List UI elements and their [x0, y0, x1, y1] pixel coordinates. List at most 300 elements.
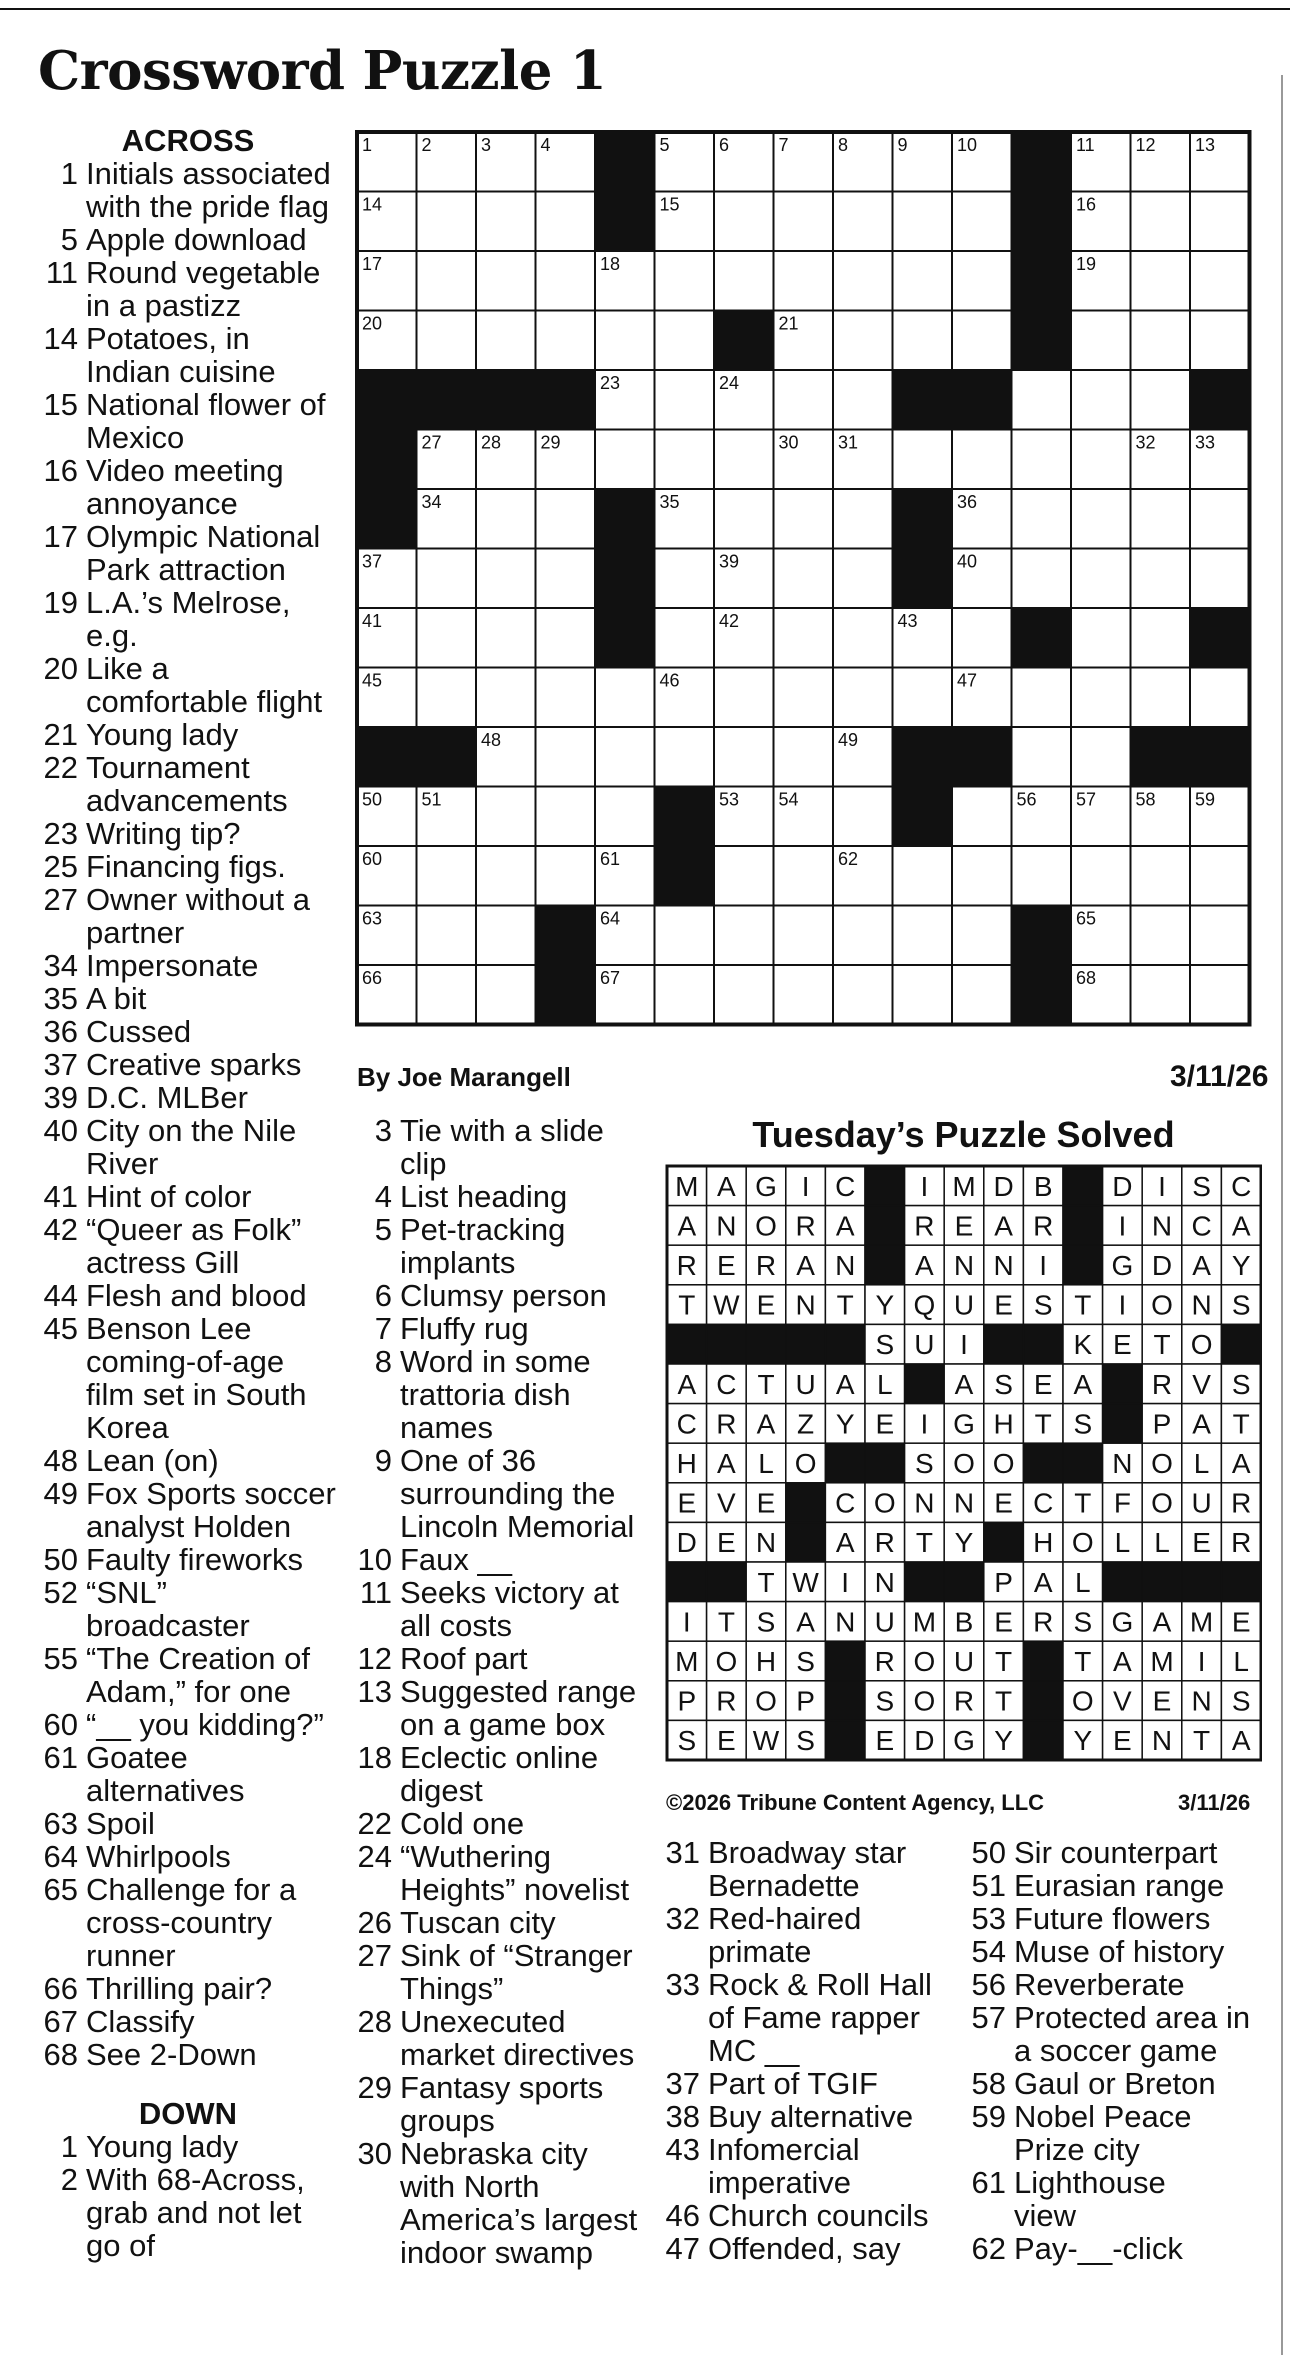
- grid-cell[interactable]: [833, 192, 893, 252]
- solution-letter: N: [1191, 1289, 1212, 1321]
- solution-letter: R: [755, 1250, 777, 1281]
- grid-cell[interactable]: [476, 311, 536, 371]
- grid-cell[interactable]: [1071, 370, 1131, 430]
- grid-cell[interactable]: [1012, 370, 1072, 430]
- solution-letter: R: [1033, 1210, 1054, 1242]
- grid-cell[interactable]: [774, 727, 834, 787]
- grid-cell[interactable]: [952, 430, 1012, 490]
- grid-cell[interactable]: [714, 192, 774, 252]
- grid-cell[interactable]: [1012, 846, 1072, 906]
- grid-cell[interactable]: [655, 370, 715, 430]
- clue-continuation: [38, 487, 358, 520]
- clue-24: [352, 1840, 652, 1873]
- cell-number: 34: [421, 492, 442, 512]
- grid-cell[interactable]: [774, 668, 834, 728]
- grid-cell[interactable]: [714, 727, 774, 787]
- solution-letter: P: [994, 1566, 1013, 1598]
- grid-cell[interactable]: [833, 311, 893, 371]
- solution-letter: A: [677, 1368, 697, 1400]
- clue-text: Writing tip?: [86, 816, 241, 851]
- grid-cell[interactable]: [714, 251, 774, 311]
- grid-cell[interactable]: [476, 965, 536, 1025]
- cell-number: 50: [362, 789, 383, 810]
- grid-cell[interactable]: [1071, 846, 1131, 906]
- clue-text: Whirlpools: [86, 1839, 231, 1874]
- solution-letter: O: [794, 1448, 817, 1479]
- cell-number: 15: [659, 194, 680, 215]
- clue-number: 42: [43, 1212, 78, 1247]
- grid-cell[interactable]: [714, 489, 774, 549]
- grid-cell[interactable]: [476, 668, 536, 728]
- grid-cell[interactable]: [417, 192, 477, 252]
- cell-number: 3: [481, 135, 492, 155]
- clue-text: Fantasy sports: [400, 2070, 604, 2105]
- grid-cell[interactable]: [417, 251, 477, 311]
- clue-number: 65: [43, 1872, 78, 1907]
- grid-cell[interactable]: [476, 846, 536, 906]
- solution-letter: L: [1075, 1566, 1091, 1598]
- grid-cell[interactable]: [417, 906, 477, 966]
- grid-cell[interactable]: [655, 251, 715, 311]
- cell-number: 53: [719, 789, 740, 810]
- clue-text: One of 36: [400, 1443, 537, 1478]
- grid-cell[interactable]: [1071, 311, 1131, 371]
- right-rule: [1281, 75, 1283, 2355]
- grid-cell[interactable]: [774, 906, 834, 966]
- clue-text: Offended, say: [708, 2231, 901, 2266]
- grid-cell[interactable]: [774, 549, 834, 609]
- grid-cell[interactable]: [774, 965, 834, 1025]
- copyright: ©2026 Tribune Content Agency, LLC: [666, 1790, 1045, 1815]
- grid-cell[interactable]: [714, 430, 774, 490]
- clue-continuation: [352, 2236, 652, 2269]
- grid-cell[interactable]: [1190, 846, 1250, 906]
- top-rule: [0, 8, 1290, 10]
- solution-letter: A: [1231, 1210, 1251, 1242]
- grid-cell[interactable]: [714, 668, 774, 728]
- grid-cell[interactable]: [1190, 549, 1250, 609]
- clue-18: [352, 1741, 652, 1774]
- clue-continuation: [38, 421, 358, 454]
- grid-cell[interactable]: [952, 608, 1012, 668]
- solution-letter: R: [716, 1408, 737, 1440]
- grid-cell[interactable]: [1190, 192, 1250, 252]
- solution-letter: T: [995, 1685, 1013, 1717]
- black-square: [1190, 727, 1250, 787]
- grid-cell[interactable]: [476, 608, 536, 668]
- grid-cell[interactable]: [655, 311, 715, 371]
- grid-cell[interactable]: [774, 251, 834, 311]
- grid-cell[interactable]: [655, 965, 715, 1025]
- grid-cell[interactable]: [595, 727, 655, 787]
- grid-cell[interactable]: [1012, 668, 1072, 728]
- solution-letter: E: [717, 1527, 736, 1559]
- solution-letter: C: [676, 1408, 697, 1440]
- clue-number: 48: [43, 1443, 78, 1478]
- black-square: [1012, 965, 1072, 1025]
- clue-number: 33: [665, 1967, 700, 2002]
- solution-letter: A: [717, 1170, 736, 1202]
- clue-text: Potatoes, in: [86, 321, 250, 356]
- solution-letter: O: [1190, 1329, 1213, 1361]
- solution-black-square: [1221, 1562, 1261, 1602]
- grid-cell[interactable]: [536, 608, 596, 668]
- grid-cell[interactable]: [476, 192, 536, 252]
- grid-cell[interactable]: [1131, 192, 1191, 252]
- black-square: [536, 906, 596, 966]
- solution-letter: V: [1113, 1685, 1132, 1717]
- grid-cell[interactable]: [1071, 549, 1131, 609]
- clue-number: 58: [971, 2066, 1006, 2101]
- grid-cell[interactable]: [536, 489, 596, 549]
- grid-cell[interactable]: [476, 787, 536, 847]
- cell-number: 60: [362, 849, 383, 869]
- clue-text: comfortable flight: [86, 684, 323, 719]
- black-square: [1131, 727, 1191, 787]
- clue-number: 5: [374, 1212, 392, 1247]
- clue-5: [352, 1213, 652, 1246]
- grid-cell[interactable]: [1131, 370, 1191, 430]
- solution-letter: A: [954, 1368, 974, 1400]
- solution-letter: O: [992, 1448, 1015, 1479]
- grid-cell[interactable]: [774, 370, 834, 430]
- clue-continuation: [38, 1675, 358, 1708]
- cell-number: 66: [362, 968, 383, 988]
- solution-black-square: [1063, 1245, 1103, 1285]
- grid-cell[interactable]: [952, 311, 1012, 371]
- clue-number: 26: [357, 1905, 392, 1940]
- solution-letter: L: [1233, 1646, 1249, 1677]
- grid-cell[interactable]: [536, 727, 596, 787]
- cell-number: 56: [1016, 789, 1037, 810]
- grid-cell[interactable]: [655, 430, 715, 490]
- puzzle-date: 3/11/26: [1170, 1060, 1269, 1093]
- clue-number: 29: [357, 2070, 392, 2105]
- grid-cell[interactable]: [774, 608, 834, 668]
- solution-letter: I: [1197, 1646, 1206, 1677]
- solution-letter: N: [1112, 1448, 1133, 1479]
- grid-cell[interactable]: [833, 251, 893, 311]
- solution-letter: U: [874, 1606, 895, 1638]
- cell-number: 9: [897, 135, 908, 155]
- grid-cell[interactable]: [1190, 251, 1250, 311]
- solution-letter: I: [920, 1408, 929, 1440]
- grid-cell[interactable]: [893, 192, 953, 252]
- clue-number: 22: [357, 1806, 392, 1841]
- down-clues-col-3: [660, 1836, 960, 2265]
- grid-cell[interactable]: [952, 192, 1012, 252]
- solution-letter: I: [682, 1606, 691, 1638]
- grid-cell[interactable]: [1071, 727, 1131, 787]
- grid-cell[interactable]: [833, 906, 893, 966]
- solution-letter: C: [835, 1170, 856, 1202]
- grid-cell[interactable]: [417, 549, 477, 609]
- clue-text: alternatives: [86, 1773, 245, 1808]
- clue-number: 46: [665, 2198, 700, 2233]
- grid-cell[interactable]: [893, 668, 953, 728]
- clue-34: [38, 949, 358, 982]
- solution-letter: C: [1231, 1170, 1252, 1202]
- clue-text: indoor swamp: [400, 2235, 593, 2270]
- solution-letter: T: [1074, 1289, 1092, 1321]
- cell-number: 59: [1195, 789, 1216, 810]
- grid-cell[interactable]: [417, 846, 477, 906]
- clue-text: coming-of-age: [86, 1344, 285, 1379]
- grid-cell[interactable]: [1131, 965, 1191, 1025]
- grid-cell[interactable]: [952, 846, 1012, 906]
- solution-letter: Y: [1231, 1250, 1251, 1281]
- solution-letter: O: [873, 1487, 896, 1519]
- solution-letter: M: [952, 1170, 976, 1202]
- grid-cell[interactable]: [774, 846, 834, 906]
- cell-number: 13: [1195, 135, 1216, 155]
- clue-text: Indian cuisine: [86, 354, 276, 389]
- grid-cell[interactable]: [952, 787, 1012, 847]
- solution-black-square: [746, 1324, 786, 1364]
- clue-text: cross-country: [86, 1905, 273, 1940]
- clue-57: [966, 2001, 1276, 2034]
- solution-black-square: [825, 1324, 865, 1364]
- solution-letter: C: [716, 1368, 737, 1400]
- grid-cell[interactable]: [1012, 727, 1072, 787]
- solution-letter: A: [1033, 1566, 1053, 1598]
- grid-cell[interactable]: [833, 549, 893, 609]
- grid-cell[interactable]: [1131, 608, 1191, 668]
- cell-number: 24: [719, 373, 740, 393]
- grid-cell[interactable]: [417, 668, 477, 728]
- cell-number: 63: [362, 908, 383, 929]
- grid-cell[interactable]: [952, 965, 1012, 1025]
- grid-cell[interactable]: [1190, 311, 1250, 371]
- clue-text: Heights” novelist: [400, 1872, 630, 1907]
- solution-letter: S: [1073, 1408, 1093, 1440]
- solution-letter: T: [1034, 1408, 1052, 1440]
- grid-cell[interactable]: [1131, 311, 1191, 371]
- grid-cell[interactable]: [1071, 608, 1131, 668]
- grid-cell[interactable]: [774, 192, 834, 252]
- grid-cell[interactable]: [833, 668, 893, 728]
- clue-continuation: [352, 1378, 652, 1411]
- black-square: [893, 549, 953, 609]
- clue-number: 22: [43, 750, 78, 785]
- solution-letter: A: [835, 1368, 855, 1400]
- grid-cell[interactable]: [1190, 668, 1250, 728]
- clue-number: 9: [374, 1443, 392, 1478]
- solution-letter: T: [1074, 1487, 1092, 1519]
- solution-black-square: [707, 1562, 747, 1602]
- solution-letter: A: [1231, 1725, 1251, 1757]
- clue-continuation: [352, 1873, 652, 1906]
- grid-cell[interactable]: [476, 549, 536, 609]
- solution-black-square: [1023, 1641, 1063, 1681]
- clue-10: [352, 1543, 652, 1576]
- clue-number: 7: [374, 1311, 392, 1346]
- grid-cell[interactable]: [1131, 668, 1191, 728]
- down-list-1: [38, 2130, 358, 2262]
- clue-text: Classify: [86, 2004, 195, 2039]
- grid-cell[interactable]: [1012, 489, 1072, 549]
- solution-letter: W: [752, 1725, 780, 1757]
- clue-45: [38, 1312, 358, 1345]
- clue-continuation: [38, 784, 358, 817]
- clue-text: “Queer as Folk”: [86, 1212, 302, 1247]
- clue-59: [966, 2100, 1276, 2133]
- grid-cell[interactable]: [1190, 906, 1250, 966]
- grid-cell[interactable]: [476, 906, 536, 966]
- solution-black-square: [825, 1641, 865, 1681]
- clue-number: 20: [43, 651, 78, 686]
- grid-cell[interactable]: [476, 251, 536, 311]
- clue-number: 61: [43, 1740, 78, 1775]
- grid-cell[interactable]: [1071, 489, 1131, 549]
- black-square: [536, 965, 596, 1025]
- clue-continuation: [352, 1609, 652, 1642]
- clue-continuation: [38, 1609, 358, 1642]
- grid-cell[interactable]: [893, 906, 953, 966]
- clue-text: Eurasian range: [1014, 1868, 1225, 1903]
- grid-cell[interactable]: [595, 311, 655, 371]
- solution-black-square: [1221, 1324, 1261, 1364]
- clue-text: Things”: [400, 1971, 504, 2006]
- grid-cell[interactable]: [1131, 846, 1191, 906]
- grid-cell[interactable]: [655, 608, 715, 668]
- grid-cell[interactable]: [1131, 251, 1191, 311]
- grid-cell[interactable]: [595, 668, 655, 728]
- grid-cell[interactable]: [536, 192, 596, 252]
- grid-cell[interactable]: [1012, 549, 1072, 609]
- solution-letter: I: [920, 1170, 929, 1202]
- grid-cell[interactable]: [833, 370, 893, 430]
- clue-continuation: [660, 2034, 960, 2067]
- solution-letter: S: [1073, 1606, 1093, 1638]
- black-square: [714, 311, 774, 371]
- clue-14: [38, 322, 358, 355]
- grid-cell[interactable]: [893, 430, 953, 490]
- grid-cell[interactable]: [417, 965, 477, 1025]
- solution-letter: O: [913, 1646, 936, 1677]
- cell-number: 64: [600, 908, 621, 929]
- solution-letter: I: [801, 1170, 810, 1202]
- solution-letter: A: [756, 1408, 776, 1440]
- clue-number: 2: [60, 2162, 78, 2197]
- grid-cell[interactable]: [714, 965, 774, 1025]
- clue-continuation: [352, 2203, 652, 2236]
- grid-cell[interactable]: [655, 727, 715, 787]
- grid-cell[interactable]: [417, 608, 477, 668]
- clue-number: 10: [357, 1542, 392, 1577]
- grid-cell[interactable]: [536, 251, 596, 311]
- clue-text: primate: [708, 1934, 812, 1969]
- solution-black-square: [707, 1324, 747, 1364]
- solution-black-square: [1063, 1206, 1103, 1246]
- grid-cell[interactable]: [536, 311, 596, 371]
- grid-cell[interactable]: [476, 489, 536, 549]
- grid-cell[interactable]: [595, 787, 655, 847]
- solution-letter: E: [1113, 1329, 1132, 1361]
- cell-number: 61: [600, 849, 621, 869]
- grid-cell[interactable]: [1071, 668, 1131, 728]
- grid-cell[interactable]: [1071, 430, 1131, 490]
- grid-cell[interactable]: [833, 965, 893, 1025]
- clue-number: 11: [359, 1575, 392, 1610]
- clue-text: a soccer game: [1014, 2033, 1218, 2068]
- grid-cell[interactable]: [714, 846, 774, 906]
- solution-letter: I: [1118, 1210, 1127, 1242]
- grid-cell[interactable]: [952, 906, 1012, 966]
- grid-cell[interactable]: [536, 787, 596, 847]
- grid-cell[interactable]: [655, 549, 715, 609]
- solution-letter: L: [758, 1448, 774, 1479]
- clue-text: Challenge for a: [86, 1872, 297, 1907]
- solution-letter: U: [1191, 1487, 1212, 1519]
- black-square: [1012, 132, 1072, 192]
- grid-cell[interactable]: [833, 608, 893, 668]
- grid-cell[interactable]: [1012, 430, 1072, 490]
- solution-letter: O: [715, 1646, 738, 1677]
- grid-cell[interactable]: [1190, 489, 1250, 549]
- solution-letter: T: [915, 1527, 933, 1559]
- clue-text: Tournament: [86, 750, 250, 785]
- grid-cell[interactable]: [1131, 489, 1191, 549]
- solution-letter: I: [1158, 1170, 1166, 1202]
- clue-55: [38, 1642, 358, 1675]
- solution-black-square: [786, 1324, 826, 1364]
- clue-continuation: [352, 2038, 652, 2071]
- clue-35: [38, 982, 358, 1015]
- grid-cell[interactable]: [774, 489, 834, 549]
- clue-text: Protected area in: [1014, 2000, 1251, 2035]
- grid-cell[interactable]: [536, 846, 596, 906]
- solution-letter: R: [676, 1250, 697, 1281]
- grid-cell[interactable]: [893, 311, 953, 371]
- clue-continuation: [38, 2229, 358, 2262]
- grid-cell[interactable]: [893, 251, 953, 311]
- clue-text: market directives: [400, 2037, 635, 2072]
- solution-letter: R: [1151, 1368, 1173, 1400]
- clue-text: groups: [400, 2103, 495, 2138]
- grid-cell[interactable]: [536, 668, 596, 728]
- grid-cell[interactable]: [833, 489, 893, 549]
- grid-cell[interactable]: [893, 965, 953, 1025]
- clue-28: [352, 2005, 652, 2038]
- grid-cell[interactable]: [1131, 906, 1191, 966]
- cell-number: 45: [362, 670, 383, 691]
- solution-letter: T: [678, 1289, 696, 1321]
- grid-cell[interactable]: [536, 549, 596, 609]
- grid-cell[interactable]: [952, 251, 1012, 311]
- clue-text: Young lady: [86, 2129, 239, 2164]
- clue-text: Initials associated: [86, 156, 331, 191]
- clue-number: 35: [43, 981, 78, 1016]
- clue-27: [38, 883, 358, 916]
- grid-cell[interactable]: [833, 787, 893, 847]
- grid-cell[interactable]: [655, 906, 715, 966]
- solution-letter: T: [1153, 1329, 1171, 1361]
- clue-text: in a pastizz: [86, 288, 242, 323]
- grid-cell[interactable]: [893, 846, 953, 906]
- grid-cell[interactable]: [714, 906, 774, 966]
- grid-cell[interactable]: [417, 311, 477, 371]
- grid-cell[interactable]: [1131, 549, 1191, 609]
- solution-letter: Y: [1073, 1725, 1093, 1757]
- grid-cell[interactable]: [1190, 965, 1250, 1025]
- black-square: [1012, 906, 1072, 966]
- grid-cell[interactable]: [595, 430, 655, 490]
- solution-letter: P: [796, 1685, 815, 1717]
- cell-number: 16: [1076, 194, 1097, 215]
- clue-text: Suggested range: [400, 1674, 637, 1709]
- solution-letter: H: [1033, 1527, 1054, 1559]
